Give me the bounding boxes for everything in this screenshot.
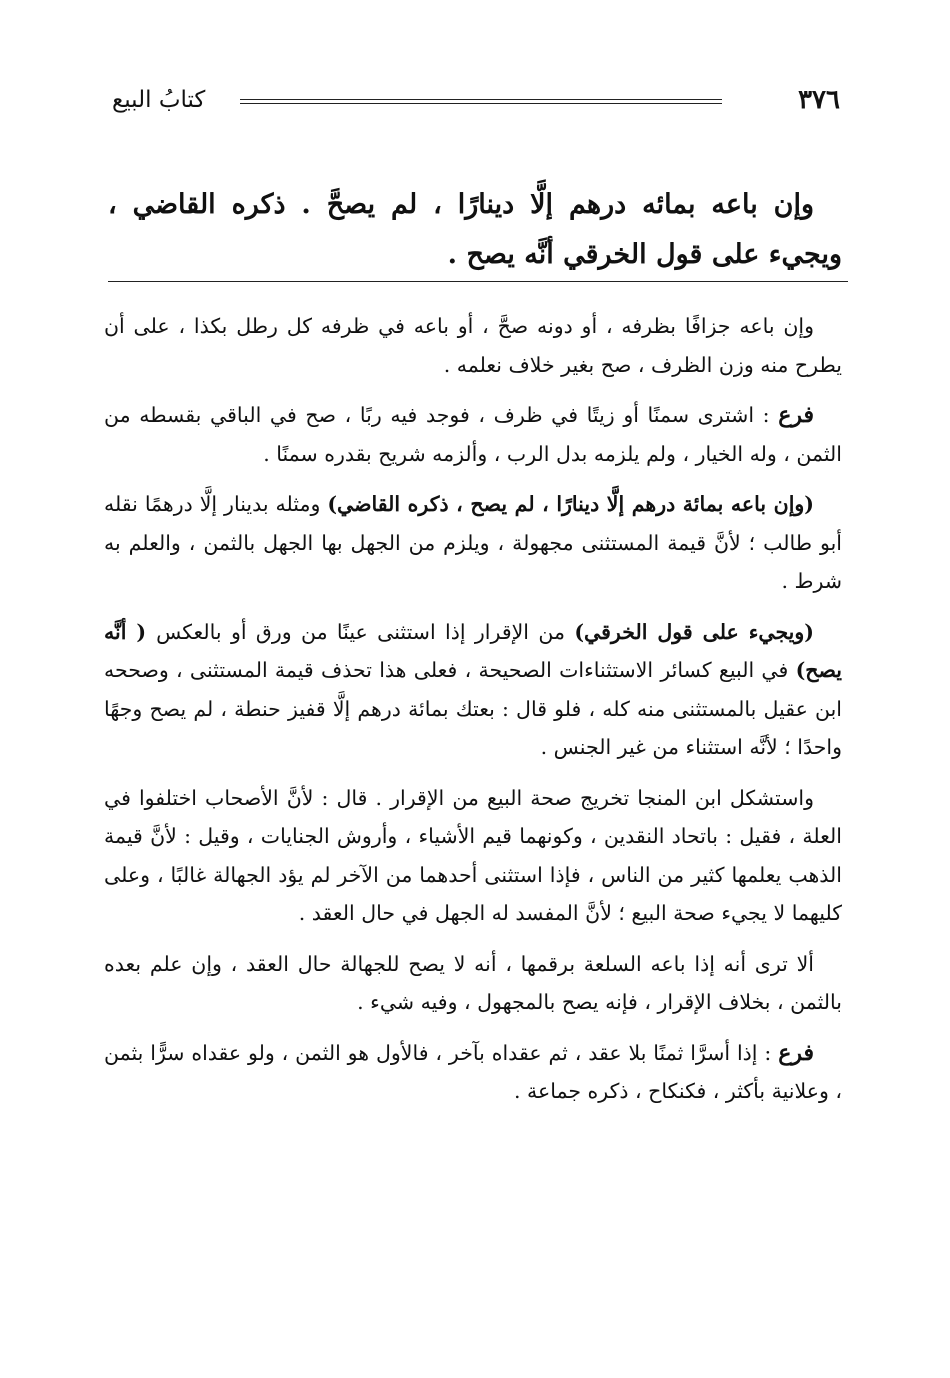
header-rule (240, 99, 722, 104)
paragraph (104, 1034, 842, 1111)
paragraph-text: ألا ترى أنه إذا باعه السلعة برقمها ، أنه لا يصح للجهالة حال العقد ، وإن علم بعده بالثمن ، بخلاف الإقرار ، فإنه يصح بالمجهول ، وفيه شيء . (104, 951, 842, 1014)
page-header (112, 82, 840, 126)
fara-heading: فرع (778, 1039, 814, 1066)
paragraph (104, 779, 842, 933)
matn-separator (108, 281, 848, 282)
paragraph (104, 485, 842, 601)
paragraph (104, 307, 842, 384)
paragraph (104, 945, 842, 1022)
paragraph (104, 396, 842, 473)
running-title: كتابُ البيع (112, 87, 206, 113)
matn-text: وإن باعه بمائه درهم إلَّا دينارًا ، لم يصحَّ . ذكره القاضي ، ويجيء على قول الخرقي أنَّه يصح . (108, 189, 842, 270)
quoted-matn: ( أنَّه يصح) (104, 619, 842, 682)
quoted-matn: (وإن باعه بمائة درهم إلَّا دينارًا ، لم يصح ، ذكره القاضي) (327, 492, 814, 516)
paragraph-text: من الإقرار إذا استثنى عينًا من ورق أو بالعكس (156, 619, 575, 644)
commentary (104, 307, 842, 1123)
paragraph-text: واستشكل ابن المنجا تخريج صحة البيع من الإقرار . قال : لأنَّ الأصحاب اختلفوا في العلة ، فقيل : باتحاد النقدين ، وكونهما قيم الأشياء ، وأروش الجنايات ، وقيل : لأنَّ قيمة الذهب يعلمها كثير من الناس ، فإذا استثنى أحدهما من الآخر لم يؤد الجهالة غالبًا ، وعلى كليهما لا يجيء صحة البيع ؛ لأنَّ المفسد له الجهل في حال العقد . (104, 785, 842, 925)
paragraph-text: وإن باعه جزافًا بظرفه ، أو دونه صحَّ ، أو باعه في ظرفه كل رطل بكذا ، على أن يطرح منه وزن الظرف ، صح بغير خلاف نعلمه . (104, 314, 842, 377)
quoted-matn: (ويجيء على قول الخرقي) (574, 619, 814, 644)
paragraph-text: ومثله بدينار إلَّا درهمًا نقله أبو طالب ؛ لأنَّ قيمة المستثنى مجهولة ، ويلزم من الجهل بها الجهل بالثمن ، والعلم به شرط . (104, 492, 842, 593)
paragraph (104, 613, 842, 767)
paragraph-text: : إذا أسرَّا ثمنًا بلا عقد ، ثم عقداه بآخر ، فالأول هو الثمن ، ولو عقداه سرًّا بثمن ، وعلانية بأكثر ، فكنكاح ، ذكره جماعة . (104, 1040, 842, 1103)
page-number: ٣٧٦ (798, 85, 840, 115)
paragraph-text: في البيع كسائر الاستثناءات الصحيحة ، فعلى هذا تحذف قيمة المستثنى ، وصححه ابن عقيل بالمستثنى منه كله ، فلو قال : بعتك بمائة درهم إلَّا قفيز حنطة ، لم يصح وجهًا واحدًا ؛ لأنَّه استثناء من غير الجنس . (104, 658, 842, 759)
paragraph-text: : اشترى سمنًا أو زيتًا في ظرف ، فوجد فيه ربًا ، صح في الباقي بقسطه من الثمن ، وله الخيار ، ولم يلزمه بدل الرب ، وألزمه شريح بقدره سمنًا . (104, 403, 842, 466)
fara-heading: فرع (778, 402, 814, 428)
